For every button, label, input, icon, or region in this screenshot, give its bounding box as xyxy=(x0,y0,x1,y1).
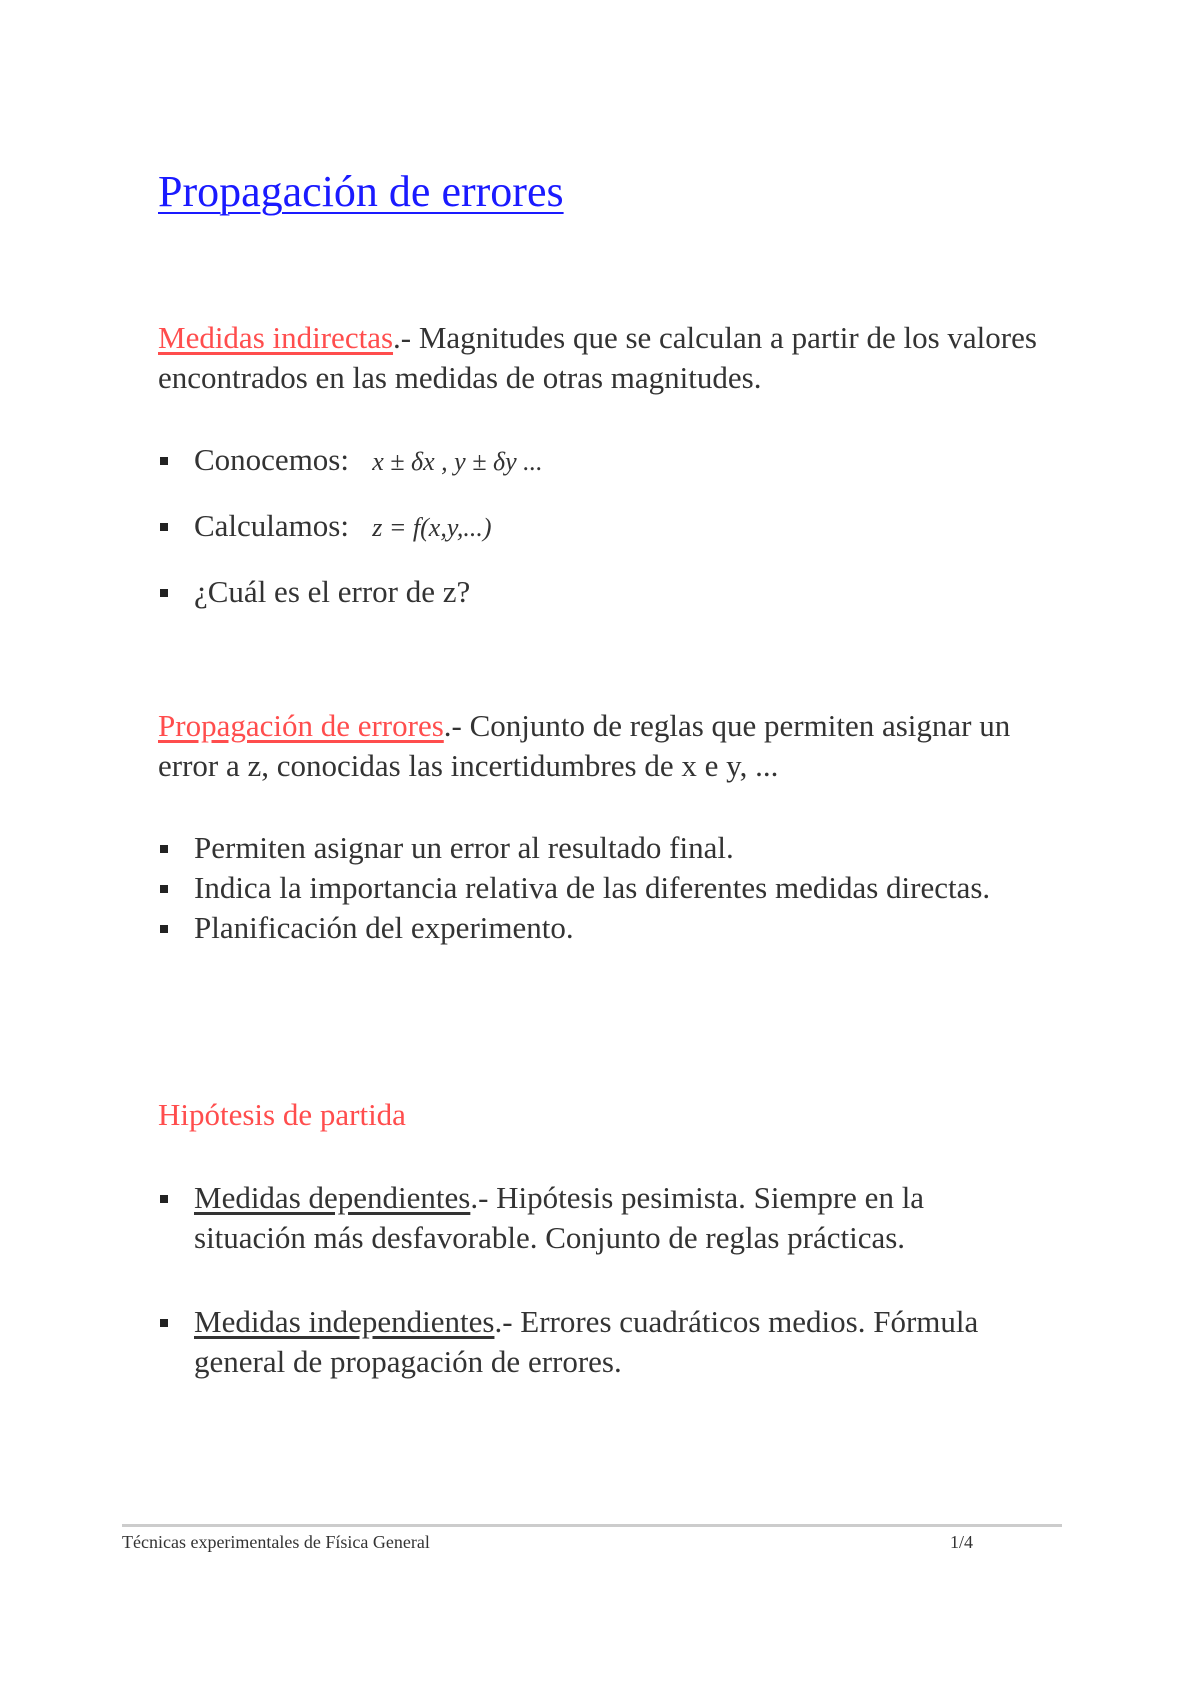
bullet-label: ¿Cuál es el error de z? xyxy=(194,574,471,609)
list-item xyxy=(158,572,1038,612)
footer-page-number: 1/4 xyxy=(950,1532,974,1552)
list-item xyxy=(158,440,1038,482)
indirect-measures-definition: .- Magnitudes que se calculan a partir de los valores encontrados en las medidas de otras magnitudes. xyxy=(158,320,1037,395)
dependent-measures-text: .- Hipótesis pesimista. Siempre en la situación más desfavorable. Conjunto de reglas prácticas. xyxy=(194,1180,925,1255)
footer-course-title: Técnicas experimentales de Física General xyxy=(122,1532,430,1552)
independent-measures-term: Medidas independientes xyxy=(194,1304,495,1339)
list-item: Permiten asignar un error al resultado final. xyxy=(158,828,1038,868)
error-propagation-definition: .- Conjunto de reglas que permiten asignar un error a z, conocidas las incertidumbres de x e y, ... xyxy=(158,708,1011,783)
list-item: Planificación del experimento. xyxy=(158,908,1038,948)
bullet-math: x ± δx , y ± δy ... xyxy=(372,447,543,476)
footer-divider xyxy=(122,1524,1062,1527)
bullet-label: Conocemos: xyxy=(194,442,349,477)
bullet-label: Calculamos: xyxy=(194,508,349,543)
independent-measures-text: .- Errores cuadráticos medios. Fórmula general de propagación de errores. xyxy=(194,1304,979,1379)
indirect-measures-paragraph xyxy=(158,318,1058,398)
indirect-measures-term: Medidas indirectas xyxy=(158,320,394,355)
list-item xyxy=(158,1178,1038,1258)
page-title[interactable]: Propagación de errores xyxy=(158,167,564,216)
list-item: Indica la importancia relativa de las diferentes medidas directas. xyxy=(158,868,1038,908)
indirect-measures-list xyxy=(158,440,1038,612)
list-item xyxy=(158,506,1038,548)
error-propagation-list xyxy=(158,828,1038,948)
dependent-measures-term: Medidas dependientes xyxy=(194,1180,471,1215)
error-propagation-term: Propagación de errores xyxy=(158,708,444,743)
error-propagation-paragraph xyxy=(158,706,1058,786)
hypothesis-list xyxy=(158,1178,1038,1382)
bullet-math: z = f(x,y,...) xyxy=(372,513,492,542)
starting-hypothesis-heading: Hipótesis de partida xyxy=(158,1097,406,1132)
list-item xyxy=(158,1302,1038,1382)
